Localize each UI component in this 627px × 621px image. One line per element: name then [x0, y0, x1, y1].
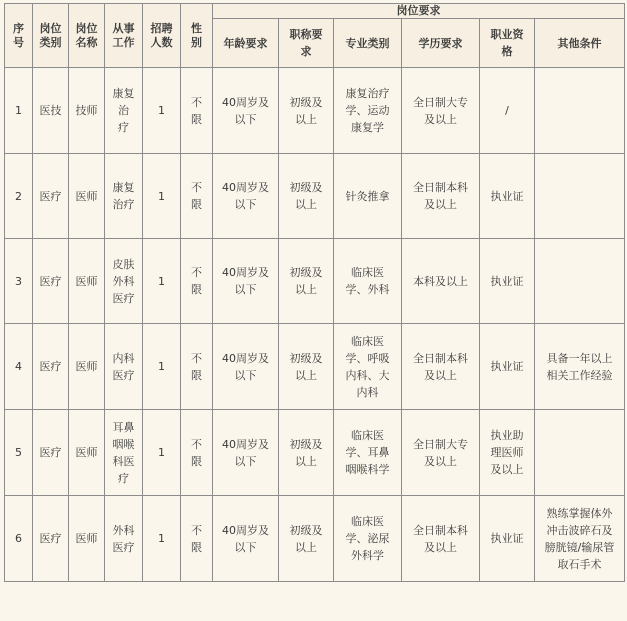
cell-category: 医疗: [33, 154, 69, 239]
cell-category: 医疗: [33, 324, 69, 410]
cell-index: 4: [5, 324, 33, 410]
cell-index: 2: [5, 154, 33, 239]
cell-category: 医疗: [33, 410, 69, 496]
cell-index: 1: [5, 68, 33, 154]
recruitment-table: [4, 3, 625, 582]
cell-title: 初级及 以上: [279, 239, 334, 324]
cell-headcount: 1: [143, 410, 181, 496]
cell-position: 医师: [69, 496, 105, 582]
cell-work: 康复治 疗: [105, 68, 143, 154]
cell-gender: 不 限: [181, 154, 213, 239]
cell-age: 40周岁及 以下: [213, 68, 279, 154]
cell-qualification: 执业证: [480, 496, 535, 582]
cell-position: 医师: [69, 239, 105, 324]
cell-category: 医疗: [33, 496, 69, 582]
col-header-position: 岗位 名称: [69, 4, 105, 68]
cell-major: 康复治疗 学、运动 康复学: [334, 68, 402, 154]
cell-gender: 不 限: [181, 68, 213, 154]
col-header-age: 年龄要求: [213, 19, 279, 68]
col-header-headcount: 招聘 人数: [143, 4, 181, 68]
cell-index: 3: [5, 239, 33, 324]
col-header-other: 其他条件: [535, 19, 625, 68]
col-header-major: 专业类别: [334, 19, 402, 68]
col-group-requirements: 岗位要求: [213, 4, 625, 19]
cell-age: 40周岁及 以下: [213, 324, 279, 410]
cell-position: 医师: [69, 154, 105, 239]
cell-major: 临床医 学、呼吸 内科、大 内科: [334, 324, 402, 410]
cell-title: 初级及 以上: [279, 496, 334, 582]
cell-work: 皮肤 外科 医疗: [105, 239, 143, 324]
cell-education: 全日制本科 及以上: [402, 154, 480, 239]
cell-other: 熟练掌握体外 冲击波碎石及 膀胱镜/输尿管 取石手术: [535, 496, 625, 582]
cell-position: 医师: [69, 410, 105, 496]
table-row: [5, 410, 625, 496]
cell-index: 6: [5, 496, 33, 582]
cell-title: 初级及 以上: [279, 324, 334, 410]
cell-work: 耳鼻 咽喉 科医 疗: [105, 410, 143, 496]
cell-position: 医师: [69, 324, 105, 410]
cell-work: 内科 医疗: [105, 324, 143, 410]
cell-work: 外科 医疗: [105, 496, 143, 582]
cell-qualification: 执业证: [480, 154, 535, 239]
cell-major: 临床医 学、泌尿 外科学: [334, 496, 402, 582]
cell-education: 全日制大专 及以上: [402, 410, 480, 496]
cell-gender: 不 限: [181, 496, 213, 582]
cell-qualification: /: [480, 68, 535, 154]
cell-major: 临床医 学、耳鼻 咽喉科学: [334, 410, 402, 496]
table-row: [5, 239, 625, 324]
cell-work: 康复 治疗: [105, 154, 143, 239]
cell-education: 本科及以上: [402, 239, 480, 324]
cell-gender: 不 限: [181, 239, 213, 324]
cell-education: 全日制大专 及以上: [402, 68, 480, 154]
cell-gender: 不 限: [181, 324, 213, 410]
cell-major: 针灸推拿: [334, 154, 402, 239]
cell-other: [535, 68, 625, 154]
col-header-qualification: 职业资 格: [480, 19, 535, 68]
cell-age: 40周岁及 以下: [213, 410, 279, 496]
cell-age: 40周岁及 以下: [213, 496, 279, 582]
cell-other: [535, 410, 625, 496]
table-row: [5, 324, 625, 410]
table-row: [5, 496, 625, 582]
cell-education: 全日制本科 及以上: [402, 324, 480, 410]
cell-qualification: 执业证: [480, 239, 535, 324]
table-row: [5, 154, 625, 239]
cell-position: 技师: [69, 68, 105, 154]
cell-other: [535, 239, 625, 324]
cell-headcount: 1: [143, 324, 181, 410]
cell-education: 全日制本科 及以上: [402, 496, 480, 582]
col-header-work: 从事 工作: [105, 4, 143, 68]
col-header-title: 职称要 求: [279, 19, 334, 68]
cell-age: 40周岁及 以下: [213, 154, 279, 239]
cell-headcount: 1: [143, 496, 181, 582]
cell-title: 初级及 以上: [279, 154, 334, 239]
table-row: [5, 68, 625, 154]
cell-qualification: 执业证: [480, 324, 535, 410]
cell-title: 初级及 以上: [279, 410, 334, 496]
cell-gender: 不 限: [181, 410, 213, 496]
header-group-row: [5, 4, 625, 19]
col-header-category: 岗位 类别: [33, 4, 69, 68]
cell-other: [535, 154, 625, 239]
col-header-education: 学历要求: [402, 19, 480, 68]
cell-other: 具备一年以上 相关工作经验: [535, 324, 625, 410]
cell-title: 初级及 以上: [279, 68, 334, 154]
cell-index: 5: [5, 410, 33, 496]
cell-headcount: 1: [143, 154, 181, 239]
cell-category: 医技: [33, 68, 69, 154]
cell-qualification: 执业助 理医师 及以上: [480, 410, 535, 496]
cell-major: 临床医 学、外科: [334, 239, 402, 324]
cell-headcount: 1: [143, 68, 181, 154]
col-header-index: 序 号: [5, 4, 33, 68]
cell-category: 医疗: [33, 239, 69, 324]
col-header-gender: 性 别: [181, 4, 213, 68]
cell-age: 40周岁及 以下: [213, 239, 279, 324]
cell-headcount: 1: [143, 239, 181, 324]
